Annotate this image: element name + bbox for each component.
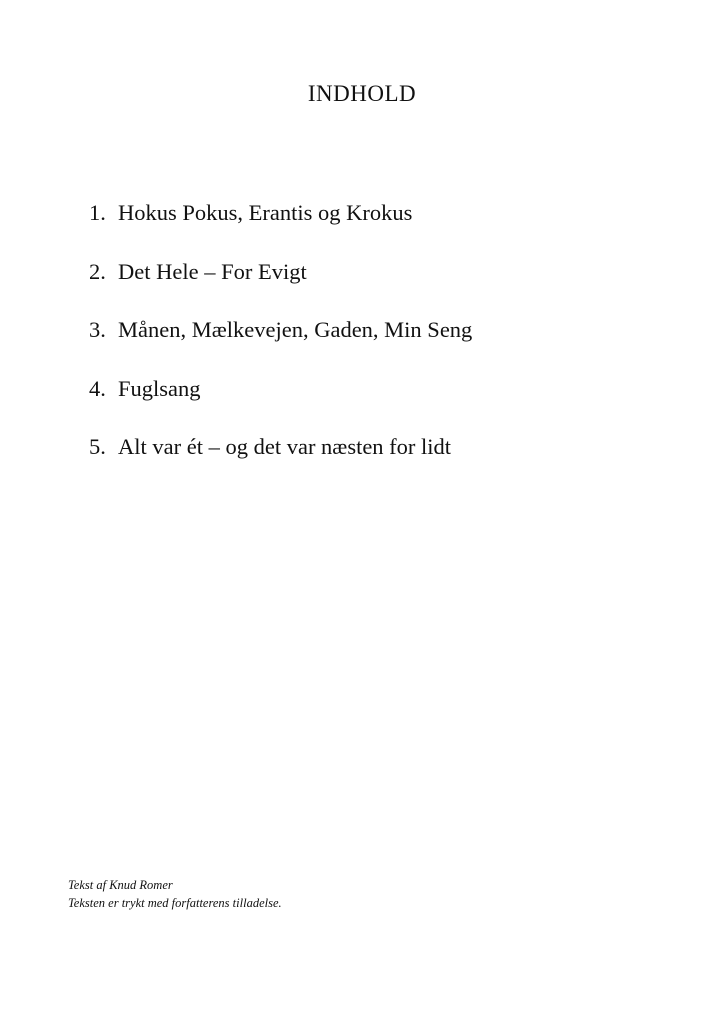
toc-item-title: Månen, Mælkevejen, Gaden, Min Seng	[118, 317, 473, 342]
table-of-contents	[89, 198, 689, 491]
toc-item-title: Fuglsang	[118, 375, 201, 401]
toc-item-number: 5.	[89, 434, 106, 459]
toc-item-number: 4.	[89, 375, 106, 401]
toc-item	[89, 432, 689, 491]
toc-item-title: Alt var ét – og det var næsten for lidt	[118, 434, 452, 459]
credits-footer	[68, 876, 282, 912]
toc-item	[89, 315, 689, 374]
toc-item	[89, 374, 689, 433]
permission-note: Teksten er trykt med forfatterens tilladelse.	[68, 896, 282, 910]
toc-item-number: 2.	[89, 258, 106, 284]
author-credit: Tekst af Knud Romer	[68, 878, 173, 892]
toc-item	[89, 257, 689, 316]
toc-item-title: Det Hele – For Evigt	[118, 258, 307, 284]
toc-item-number: 3.	[89, 317, 106, 342]
toc-item	[89, 198, 689, 257]
page-title: INDHOLD	[307, 81, 417, 106]
toc-item-number: 1.	[89, 200, 106, 225]
toc-item-title: Hokus Pokus, Erantis og Krokus	[118, 200, 413, 225]
